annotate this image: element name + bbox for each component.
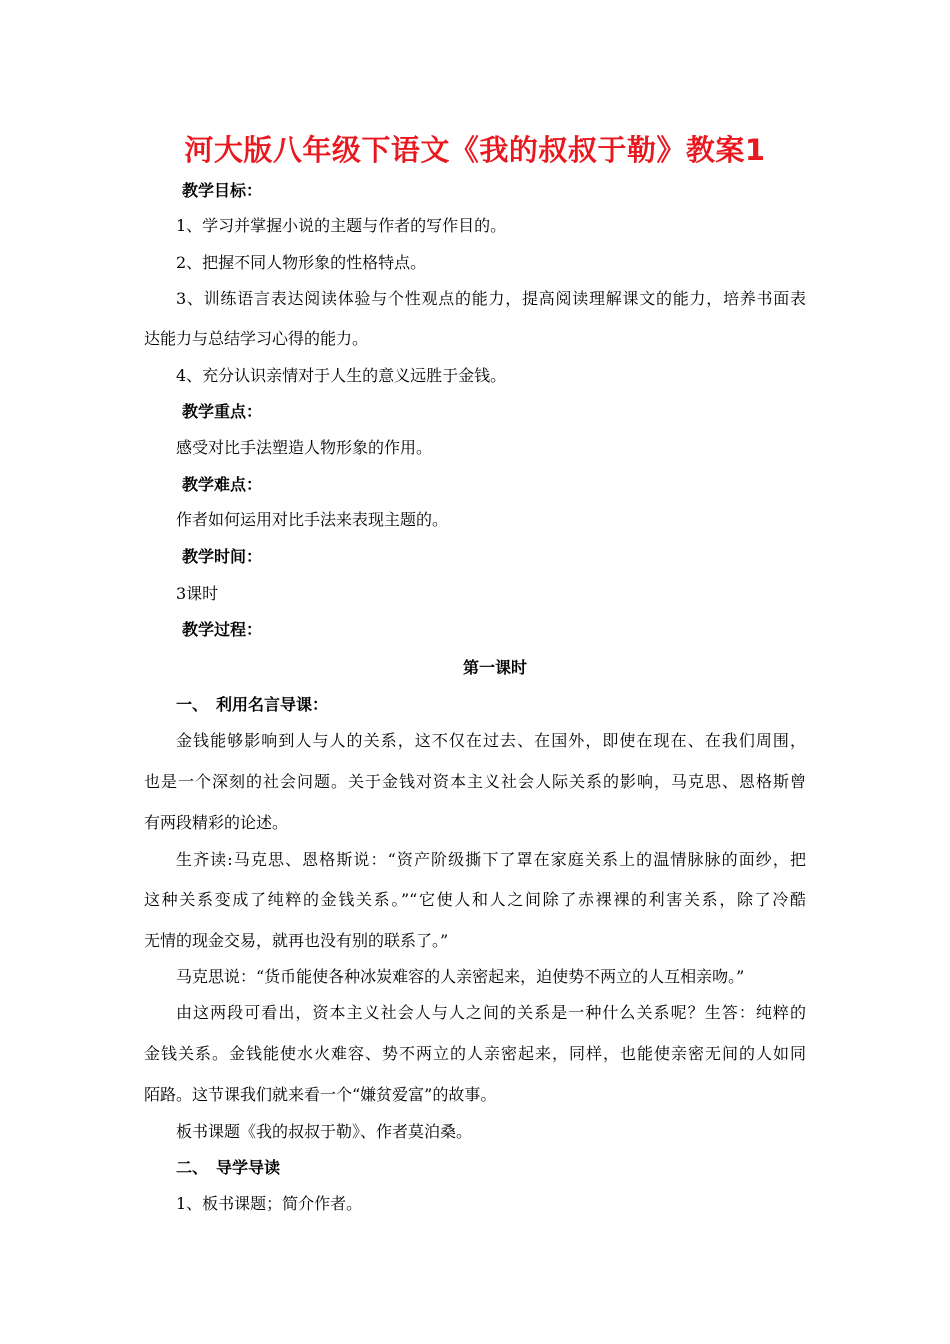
objective-3: 3、训练语言表达阅读体验与个性观点的能力，提高阅读理解课文的能力，培养书面表 [176, 289, 806, 308]
process-heading: 教学过程： [182, 620, 263, 639]
key-heading: 教学重点： [182, 402, 263, 421]
part2-heading: 二、 导学导读 [176, 1158, 281, 1177]
objective-2: 2、把握不同人物形象的性格特点。 [176, 253, 427, 272]
paragraph-line: 由这两段可看出，资本主义社会人与人之间的关系是一种什么关系呢？生答：纯粹的 [176, 1003, 806, 1022]
difficulty-text: 作者如何运用对比手法来表现主题的。 [176, 510, 449, 529]
objective-4: 4、充分认识亲情对于人生的意义远胜于金钱。 [176, 366, 507, 385]
paragraph-line: 无情的现金交易，就再也没有别的联系了。” [144, 931, 449, 950]
paragraph-line: 金钱能够影响到人与人的关系，这不仅在过去、在国外，即使在现在、在我们周围， [176, 731, 806, 750]
paragraph-line: 1、板书课题；简介作者。 [176, 1194, 363, 1213]
paragraph-line: 马克思说：“货币能使各种冰炭难容的人亲密起来，迫使势不两立的人互相亲吻。” [176, 967, 745, 986]
paragraph-line: 这种关系变成了纯粹的金钱关系。”“它使人和人之间除了赤裸裸的利害关系，除了冷酷 [144, 890, 806, 909]
key-text: 感受对比手法塑造人物形象的作用。 [176, 438, 433, 457]
paragraph-line: 板书课题《我的叔叔于勒》、作者莫泊桑。 [176, 1122, 473, 1141]
time-heading: 教学时间： [182, 547, 263, 566]
lesson-heading: 第一课时 [462, 658, 527, 677]
objective-3-cont: 达能力与总结学习心得的能力。 [144, 329, 369, 348]
part1-heading: 一、 利用名言导课： [176, 695, 329, 714]
paragraph-line: 陌路。这节课我们就来看一个“嫌贫爱富”的故事。 [144, 1085, 497, 1104]
document-title: 河大版八年级下语文《我的叔叔于勒》教案1 [184, 133, 766, 167]
difficulty-heading: 教学难点： [182, 475, 263, 494]
paragraph-line: 金钱关系。金钱能使水火难容、势不两立的人亲密起来，同样，也能使亲密无间的人如同 [144, 1044, 806, 1063]
paragraph-line: 也是一个深刻的社会问题。关于金钱对资本主义社会人际关系的影响，马克思、恩格斯曾 [144, 772, 806, 791]
paragraph-line: 生齐读:马克思、恩格斯说：“资产阶级撕下了罩在家庭关系上的温情脉脉的面纱，把 [176, 850, 806, 869]
paragraph-line: 有两段精彩的论述。 [144, 813, 289, 832]
objectives-heading: 教学目标： [182, 181, 263, 200]
time-text: 3课时 [176, 584, 219, 603]
objective-1: 1、学习并掌握小说的主题与作者的写作目的。 [176, 216, 507, 235]
